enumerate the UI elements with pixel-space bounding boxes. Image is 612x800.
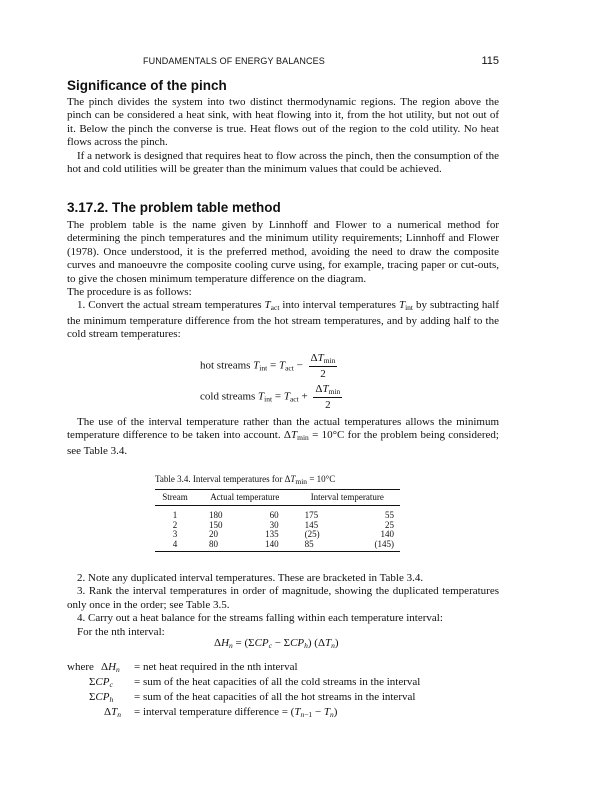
table-cell: 175 xyxy=(304,510,319,520)
section-heading-pinch: Significance of the pinch xyxy=(67,78,227,93)
eq-cold-label: cold streams xyxy=(200,390,256,403)
problem-table-body xyxy=(67,219,499,342)
table-cell: 25 xyxy=(385,519,394,530)
table-cell: 60 xyxy=(269,510,279,520)
problem-table-intro: The problem table is the name given by Linnhoff and Flower to a numerical method for determining the pinch temperatures and the minimum utility requirements; Linnhoff and Flower (1978). Once understood, it is the preferred method, avoiding the need to draw the composite curves and manoeuvre the composite cooling curve using, for example, tracing paper or cut-outs, to give the chosen minimum temperature difference on the diagram. xyxy=(67,219,499,285)
definition-row: $\Sigma CP_h$ = sum of the heat capacities of all the hot streams in the interval xyxy=(89,691,416,704)
definition-text: = net heat required in the nth interval xyxy=(134,661,298,673)
running-head xyxy=(0,56,612,70)
interval-text-a: The use of the interval temperature rather than the actual temperatures allows the minimum temperature difference to be taken into account. xyxy=(67,416,499,442)
table-caption-tail: = 10°C xyxy=(309,474,336,484)
definition-text: = sum of the heat capacities of all the hot streams in the interval xyxy=(134,691,416,703)
definition-row: $\Delta T_n$ = interval temperature difference = $(T_{n-1} - T_n)$ xyxy=(104,706,338,719)
steps-after-table xyxy=(67,572,499,639)
step-3: 3. Rank the interval temperatures in order of magnitude, showing the duplicated temperatures only once in the order; see Table 3.5. xyxy=(67,585,499,611)
equation-hot-streams: hot streams $T_{int} = T_{act}$ − $\frac{\Delta T_{min}}{2}$ xyxy=(200,352,336,380)
table-cell: 3 xyxy=(172,529,178,539)
table-row xyxy=(155,540,400,552)
section-heading-problem-table: 3.17.2. The problem table method xyxy=(67,200,281,215)
table-cell: 2 xyxy=(172,519,178,530)
pinch-body xyxy=(67,96,499,176)
procedure-lead: The procedure is as follows: xyxy=(67,286,192,299)
page-number: 115 xyxy=(481,55,499,67)
table-cell: (145) xyxy=(347,540,400,552)
table-cell: 20 xyxy=(209,529,218,539)
step-1-text-c: by subtracting half the minimum temperature difference from the hot stream temperatures, and by adding half to the cold stream temperatures: xyxy=(67,299,500,341)
running-title: FUNDAMENTALS OF ENERGY BALANCES xyxy=(143,56,325,66)
table-cell: 55 xyxy=(385,510,394,520)
step-1-text-a: 1. Convert the actual stream temperatures xyxy=(77,299,265,312)
step-4: 4. Carry out a heat balance for the streams falling within each temperature interval: xyxy=(77,612,443,625)
interval-temperature-table xyxy=(155,489,400,552)
interval-text-b: for the problem being considered; see Table 3.4. xyxy=(67,429,499,457)
table-caption: Table 3.4. Interval temperatures for $\Delta T_{min} = 10^\circ C$ xyxy=(155,474,336,486)
table-cell: 140 xyxy=(243,540,295,552)
table-cell: 140 xyxy=(380,529,394,539)
step-4-sub: For the nth interval: xyxy=(77,625,165,638)
table-row xyxy=(155,506,400,521)
where-word: where xyxy=(67,661,94,673)
table-cell: 135 xyxy=(265,529,279,539)
table-cell: 85 xyxy=(295,540,347,552)
definitions-list xyxy=(67,660,421,720)
definition-text: = interval temperature difference = ( xyxy=(134,706,295,718)
step-2: 2. Note any duplicated interval temperatures. These are bracketed in Table 3.4. xyxy=(77,572,424,584)
definition-row: $\Sigma CP_c$ = sum of the heat capacities of all the cold streams in the interval xyxy=(89,676,421,689)
eq-hot-label: hot streams xyxy=(200,359,251,372)
table-cell: 180 xyxy=(209,510,223,520)
table-caption-text: Table 3.4. Interval temperatures for xyxy=(155,474,283,484)
step-1: 1. Convert the actual stream temperatures $T_{act}$ into interval temperatures $T_{int}$ by subtracting half the minimum temperature difference from the hot stream temperatures, and by adding half to the cold stream temperatures: xyxy=(67,299,500,341)
table-header-actual: Actual temperature xyxy=(195,490,295,506)
pinch-paragraph-2: If a network is designed that requires heat to flow across the pinch, then the consumption of the hot and cold utilities will be greater than the minimum values that could be achieved. xyxy=(67,149,499,176)
step-1-text-b: into interval temperatures xyxy=(279,299,399,312)
interval-temperature-paragraph: The use of the interval temperature rather than the actual temperatures allows the minimum temperature difference to be taken into account. $\Delta T_{min} = 10^\circ C$ for the problem being considered; see Table 3.4. xyxy=(67,416,499,457)
table-header-interval: Interval temperature xyxy=(295,490,400,506)
definition-text: = sum of the heat capacities of all the cold streams in the interval xyxy=(134,676,421,688)
definition-row: where $\Delta H_n$ = net heat required in the nth interval xyxy=(67,661,298,674)
table-cell: 145 xyxy=(304,519,319,530)
table-cell: 30 xyxy=(269,519,279,530)
equation-cold-streams: cold streams $T_{int} = T_{act}$ + $\frac{\Delta T_{min}}{2}$ xyxy=(200,383,341,411)
table-cell: 80 xyxy=(195,540,243,552)
pinch-paragraph-1: The pinch divides the system into two distinct thermodynamic regions. The region above the pinch can be considered a heat sink, with heat flowing into it, from the hot utility, but not out of it. Below the pinch the converse is true. Heat flows out of the region to the cold utility. No heat flows across the pinch. xyxy=(67,96,499,149)
heat-balance-equation: $\Delta H_n = (\Sigma CP_c - \Sigma CP_h)$ $(\Delta T_n)$ xyxy=(214,637,339,650)
table-cell: (25) xyxy=(304,529,320,539)
table-cell: 150 xyxy=(209,519,223,530)
table-cell: 4 xyxy=(155,540,195,552)
table-cell: 1 xyxy=(172,510,178,520)
table-header-stream: Stream xyxy=(155,490,195,506)
